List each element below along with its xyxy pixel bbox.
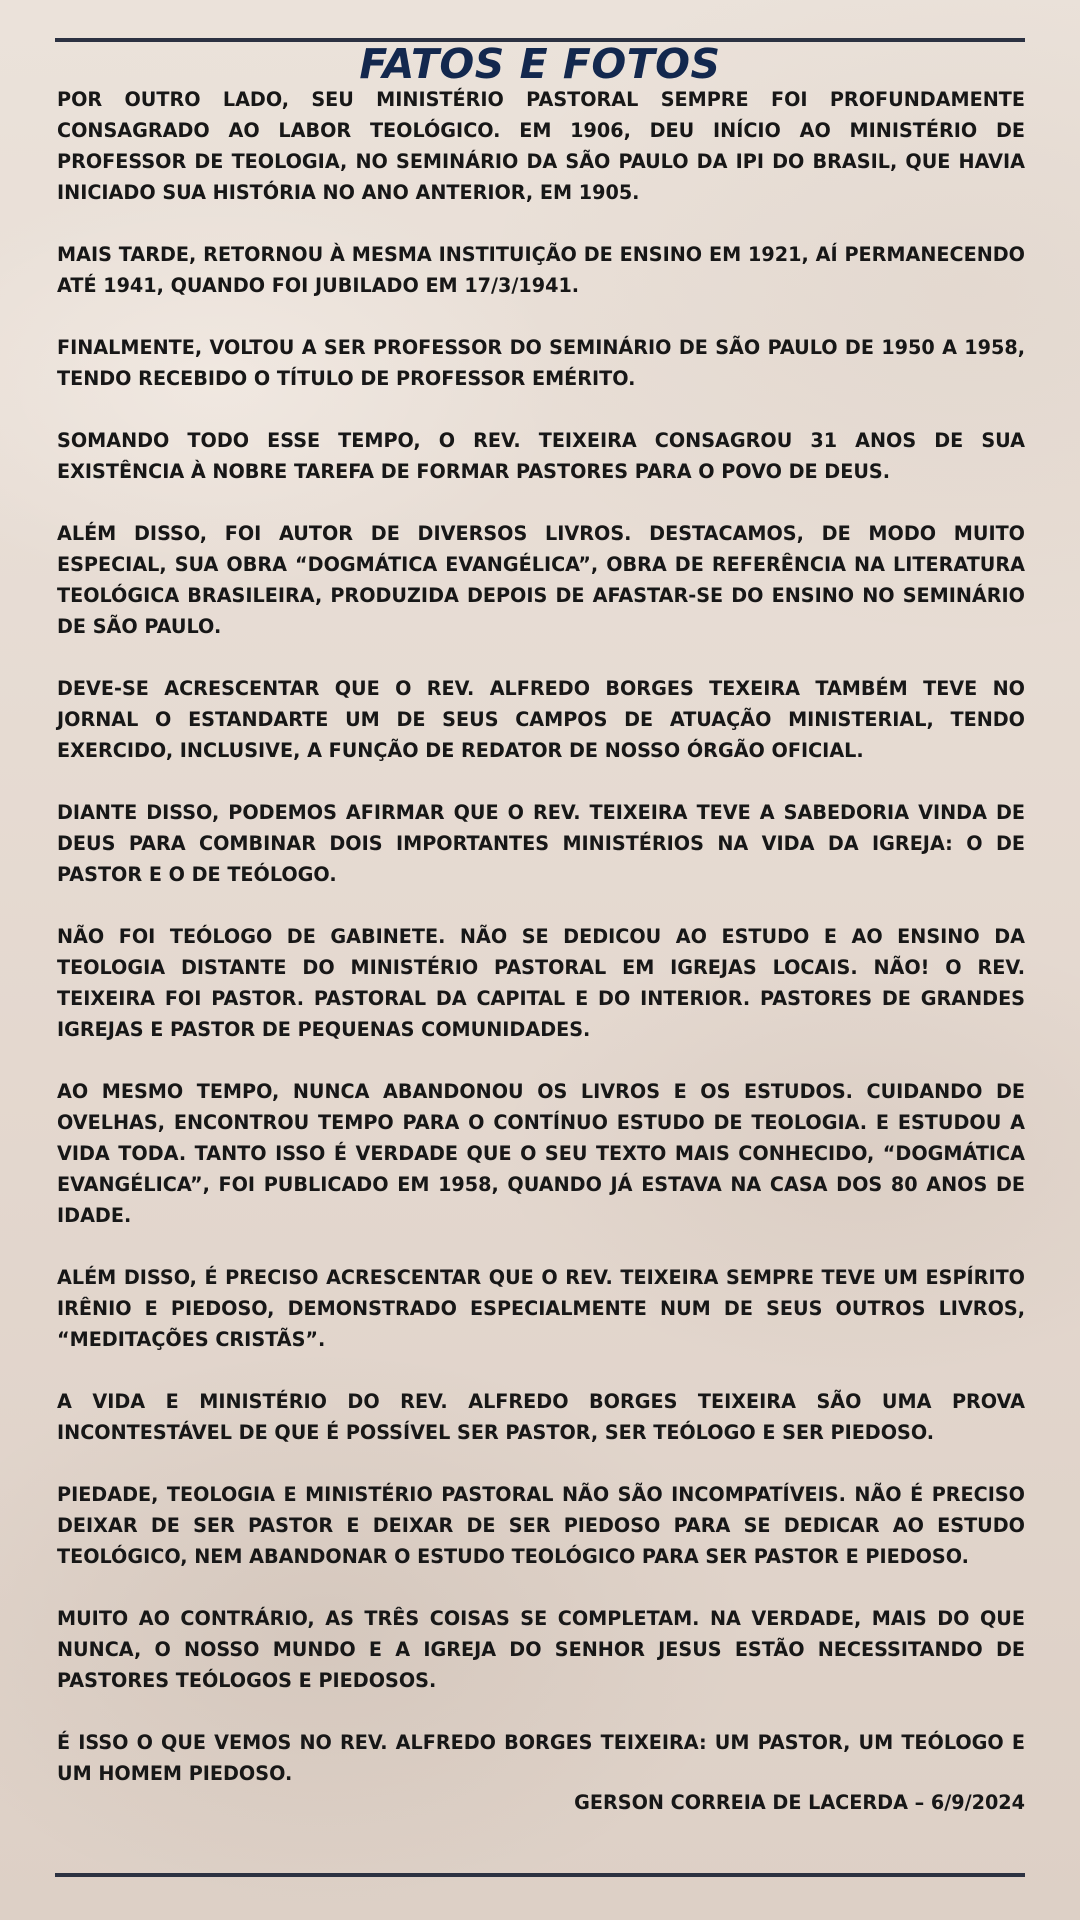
bottom-divider bbox=[55, 1873, 1025, 1877]
paragraph-5: ALÉM DISSO, FOI AUTOR DE DIVERSOS LIVROS. DESTACAMOS, DE MODO MUITO ESPECIAL, SUA OBRA “DOGMÁTICA EVANGÉLICA”, OBRA DE REFERÊNCIA NA LITERATURA TEOLÓGICA BRASILEIRA, PRODUZIDA DEPOIS DE AFASTAR-SE DO ENSINO NO SEMINÁRIO DE SÃO PAULO. bbox=[57, 522, 1025, 638]
paragraph-7: DIANTE DISSO, PODEMOS AFIRMAR QUE O REV. TEIXEIRA TEVE A SABEDORIA VINDA DE DEUS PARA COMBINAR DOIS IMPORTANTES MINISTÉRIOS NA VIDA DA IGREJA: O DE PASTOR E O DE TEÓLOGO. bbox=[57, 801, 1025, 886]
article-body bbox=[57, 84, 1025, 1820]
paragraph-8: NÃO FOI TEÓLOGO DE GABINETE. NÃO SE DEDICOU AO ESTUDO E AO ENSINO DA TEOLOGIA DISTANTE DO MINISTÉRIO PASTORAL EM IGREJAS LOCAIS. NÃO! O REV. TEIXEIRA FOI PASTOR. PASTORAL DA CAPITAL E DO INTERIOR. PASTORES DE GRANDES IGREJAS E PASTOR DE PEQUENAS COMUNIDADES. bbox=[57, 925, 1025, 1041]
paragraph-11: A VIDA E MINISTÉRIO DO REV. ALFREDO BORGES TEIXEIRA SÃO UMA PROVA INCONTESTÁVEL DE QUE É POSSÍVEL SER PASTOR, SER TEÓLOGO E SER PIEDOSO. bbox=[57, 1390, 1025, 1444]
paragraph-10: ALÉM DISSO, É PRECISO ACRESCENTAR QUE O REV. TEIXEIRA SEMPRE TEVE UM ESPÍRITO IRÊNIO E PIEDOSO, DEMONSTRADO ESPECIALMENTE NUM DE SEUS OUTROS LIVROS, “MEDITAÇÕES CRISTÃS”. bbox=[57, 1266, 1025, 1351]
page-title: FATOS E FOTOS bbox=[359, 40, 721, 88]
paragraph-2: MAIS TARDE, RETORNOU À MESMA INSTITUIÇÃO DE ENSINO EM 1921, AÍ PERMANECENDO ATÉ 1941, QUANDO FOI JUBILADO EM 17/3/1941. bbox=[57, 243, 1025, 297]
paragraph-14: É ISSO O QUE VEMOS NO REV. ALFREDO BORGES TEIXEIRA: UM PASTOR, UM TEÓLOGO E UM HOMEM PIEDOSO. bbox=[57, 1731, 1025, 1785]
author-signature: GERSON CORREIA DE LACERDA – 6/9/2024 bbox=[574, 1791, 1025, 1814]
paragraph-13: MUITO AO CONTRÁRIO, AS TRÊS COISAS SE COMPLETAM. NA VERDADE, MAIS DO QUE NUNCA, O NOSSO MUNDO E A IGREJA DO SENHOR JESUS ESTÃO NECESSITANDO DE PASTORES TEÓLOGOS E PIEDOSOS. bbox=[57, 1607, 1025, 1692]
paragraph-9: AO MESMO TEMPO, NUNCA ABANDONOU OS LIVROS E OS ESTUDOS. CUIDANDO DE OVELHAS, ENCONTROU TEMPO PARA O CONTÍNUO ESTUDO DE TEOLOGIA. E ESTUDOU A VIDA TODA. TANTO ISSO É VERDADE QUE O SEU TEXTO MAIS CONHECIDO, “DOGMÁTICA EVANGÉLICA”, FOI PUBLICADO EM 1958, QUANDO JÁ ESTAVA NA CASA DOS 80 ANOS DE IDADE. bbox=[57, 1080, 1025, 1227]
paragraph-4: SOMANDO TODO ESSE TEMPO, O REV. TEIXEIRA CONSAGROU 31 ANOS DE SUA EXISTÊNCIA À NOBRE TAREFA DE FORMAR PASTORES PARA O POVO DE DEUS. bbox=[57, 429, 1025, 483]
paragraph-6: DEVE-SE ACRESCENTAR QUE O REV. ALFREDO BORGES TEXEIRA TAMBÉM TEVE NO JORNAL O ESTANDARTE UM DE SEUS CAMPOS DE ATUAÇÃO MINISTERIAL, TENDO EXERCIDO, INCLUSIVE, A FUNÇÃO DE REDATOR DE NOSSO ÓRGÃO OFICIAL. bbox=[57, 677, 1025, 762]
paragraph-1: POR OUTRO LADO, SEU MINISTÉRIO PASTORAL SEMPRE FOI PROFUNDAMENTE CONSAGRADO AO LABOR TEOLÓGICO. EM 1906, DEU INÍCIO AO MINISTÉRIO DE PROFESSOR DE TEOLOGIA, NO SEMINÁRIO DA SÃO PAULO DA IPI DO BRASIL, QUE HAVIA INICIADO SUA HISTÓRIA NO ANO ANTERIOR, EM 1905. bbox=[57, 88, 1025, 204]
paragraph-3: FINALMENTE, VOLTOU A SER PROFESSOR DO SEMINÁRIO DE SÃO PAULO DE 1950 A 1958, TENDO RECEBIDO O TÍTULO DE PROFESSOR EMÉRITO. bbox=[57, 336, 1025, 390]
paragraph-12: PIEDADE, TEOLOGIA E MINISTÉRIO PASTORAL NÃO SÃO INCOMPATÍVEIS. NÃO É PRECISO DEIXAR DE SER PASTOR E DEIXAR DE SER PIEDOSO PARA SE DEDICAR AO ESTUDO TEOLÓGICO, NEM ABANDONAR O ESTUDO TEOLÓGICO PARA SER PASTOR E PIEDOSO. bbox=[57, 1483, 1025, 1568]
